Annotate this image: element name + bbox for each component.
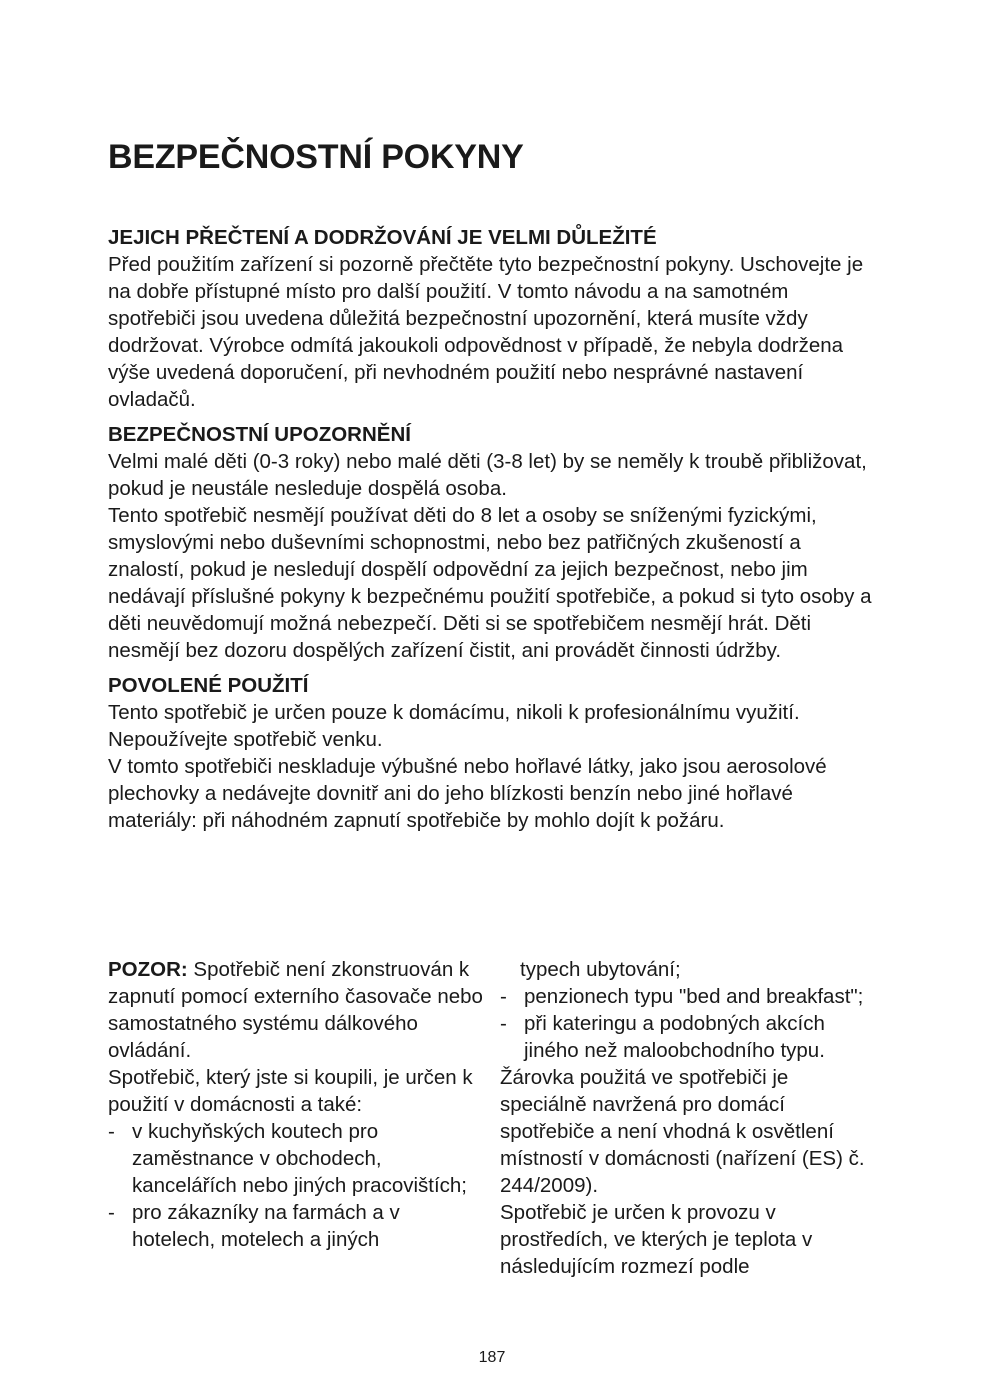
bullet-dash: -	[500, 985, 507, 1008]
paragraph: Tento spotřebič je určen pouze k domácímu, nikoli k profesionálnímu využití.	[108, 701, 800, 724]
section-warnings	[108, 421, 878, 664]
paragraph: Žárovka použitá ve spotřebiči je speciálně navržená pro domácí spotřebiče a není vhodná k osvětlení místností v domácnosti (nařízení (ES) č. 244/2009).	[500, 1066, 865, 1197]
list-item-text: při kateringu a podobných akcích jiného než maloobchodního typu.	[524, 1012, 825, 1062]
paragraph: V tomto spotřebiči neskladuje výbušné nebo hořlavé látky, jako jsou aerosolové plechovky a nedávejte dovnitř ani do jeho blízkosti benzín nebo jiné hořlavé materiály: při náhodném zapnutí spotřebiče by mohlo dojít k požáru.	[108, 755, 827, 832]
page-number: 187	[478, 1349, 506, 1366]
main-text	[108, 224, 878, 842]
list-continuation: typech ubytování;	[520, 958, 681, 981]
list-item-text: pro zákazníky na farmách a v hotelech, motelech a jiných	[132, 1201, 400, 1251]
list-item-text: penzionech typu "bed and breakfast";	[524, 985, 864, 1008]
right-column	[500, 956, 878, 1280]
paragraph: Spotřebič, který jste si koupili, je určen k použití v domácnosti a také:	[108, 1066, 473, 1116]
list-item	[108, 1199, 488, 1253]
paragraph: Velmi malé děti (0-3 roky) nebo malé děti (3-8 let) by se neměly k troubě přibližovat, pokud je neustále nesleduje dospělá osoba.	[108, 450, 867, 500]
section-reading	[108, 224, 878, 413]
paragraph: Před použitím zařízení si pozorně přečtěte tyto bezpečnostní pokyny. Uschovejte je na dobře přístupné místo pro další použití. V tomto návodu a na samotném spotřebiči jsou uvedena důležitá bezpečnostní upozornění, která musíte vždy dodržovat. Výrobce odmítá jakoukoli odpovědnost v případě, že nebyla dodržena výše uvedená doporučení, při nevhodném použití nebo nesprávné nastavení ovladačů.	[108, 253, 864, 411]
pozor-label: POZOR:	[108, 958, 188, 981]
section-heading: JEJICH PŘEČTENÍ A DODRŽOVÁNÍ JE VELMI DŮLEŽITÉ	[108, 226, 657, 249]
section-heading: POVOLENÉ POUŽITÍ	[108, 674, 309, 697]
list-item-text: v kuchyňských koutech pro zaměstnance v obchodech, kancelářích nebo jiných pracovištích;	[132, 1120, 468, 1197]
left-column	[108, 956, 488, 1253]
section-heading: BEZPEČNOSTNÍ UPOZORNĚNÍ	[108, 423, 411, 446]
bullet-dash: -	[108, 1120, 115, 1143]
page-title: BEZPEČNOSTNÍ POKYNY	[108, 138, 524, 176]
pozor-paragraph	[108, 956, 488, 1064]
list-item	[108, 1118, 488, 1199]
paragraph: Tento spotřebič nesmějí používat děti do 8 let a osoby se sníženými fyzickými, smyslovými nebo duševními schopnostmi, nebo bez patřičných zkušeností a znalostí, pokud je nesledují dospělí odpovědní za jejich bezpečnost, nebo jim nedávají příslušné pokyny k bezpečnému použití spotřebiče, a pokud si tyto osoby a děti neuvědomují možná nebezpečí. Děti si se spotřebičem nesmějí hrát. Děti nesmějí bez dozoru dospělých zařízení čistit, ani provádět činnosti údržby.	[108, 504, 872, 662]
paragraph: Spotřebič je určen k provozu v prostředích, ve kterých je teplota v následujícím rozmezí podle	[500, 1201, 813, 1278]
list-item	[500, 1010, 878, 1064]
bullet-dash: -	[108, 1201, 115, 1224]
section-permitted-use	[108, 672, 878, 834]
list-item	[500, 983, 878, 1010]
pozor-text: Spotřebič není zkonstruován k zapnutí pomocí externího časovače nebo samostatného systému dálkového ovládání.	[108, 958, 483, 1062]
bullet-dash: -	[500, 1012, 507, 1035]
paragraph: Nepoužívejte spotřebič venku.	[108, 728, 383, 751]
